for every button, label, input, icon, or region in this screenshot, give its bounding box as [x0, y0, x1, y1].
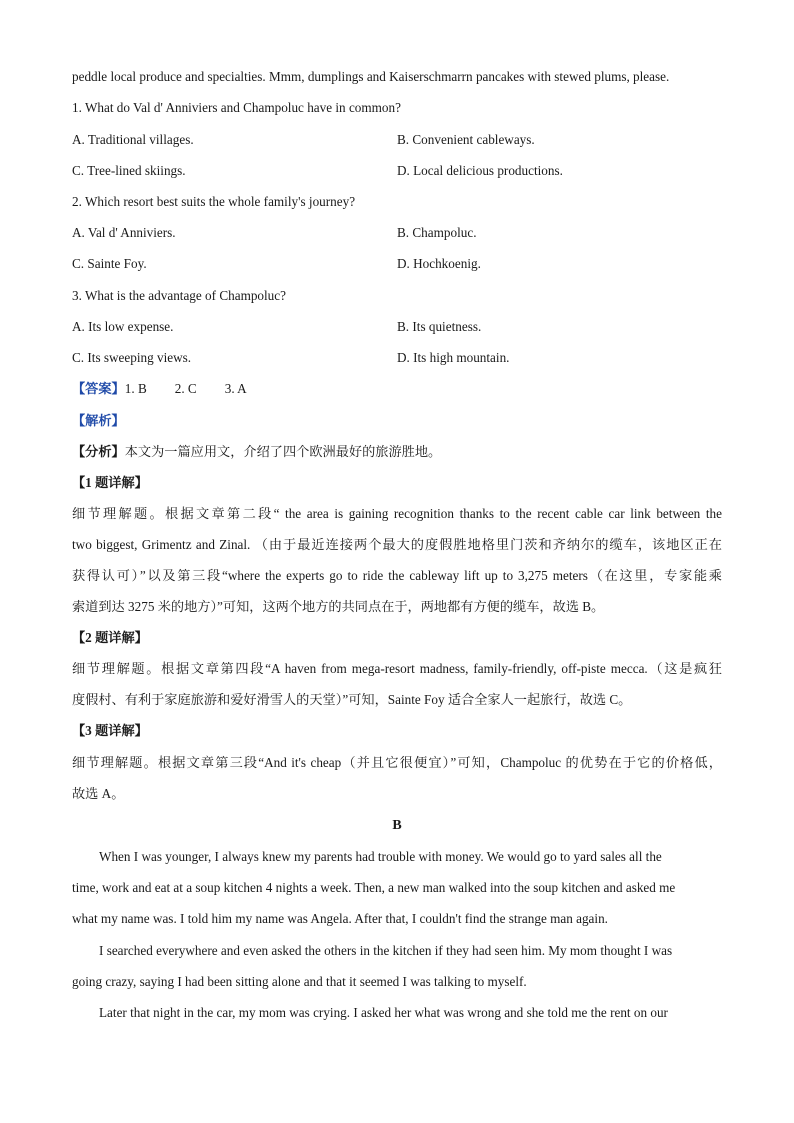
- question-3-option-c: C. Its sweeping views.: [72, 350, 192, 365]
- answer-tag: 【答案】: [72, 381, 125, 396]
- section-heading: B: [392, 818, 402, 833]
- detail-1-tag: 【1 题详解】: [72, 475, 148, 490]
- overview-text: 本文为一篇应用文，介绍了四个欧洲最好的旅游胜地。: [124, 444, 442, 459]
- answer-item: 1. B: [124, 381, 147, 396]
- passage-line: Later that night in the car, my mom was crying. I asked her what was wrong and she told me the rent on our: [99, 1005, 668, 1020]
- detail-1-line: 索道到达 3275 米的地方）”可知，这两个地方的共同点在于，两地都有方便的缆车，故选 B。: [72, 599, 605, 614]
- detail-1-line: 细节理解题。根据文章第二段“ the area is gaining recognition thanks to the recent cable car link between the: [72, 506, 722, 521]
- overview-tag: 【分析】: [72, 444, 125, 459]
- passage-line: I searched everywhere and even asked the others in the kitchen if they had seen him. My mom thought I was: [99, 943, 673, 958]
- passage-line: When I was younger, I always knew my parents had trouble with money. We would go to yard sales all the: [99, 849, 662, 864]
- question-1-option-d: D. Local delicious productions.: [397, 163, 563, 178]
- detail-1-line: two biggest, Grimentz and Zinal. （由于最近连接两个最大的度假胜地格里门茨和齐纳尔的缆车，该地区正在: [72, 537, 722, 552]
- detail-2-tag: 【2 题详解】: [72, 630, 148, 645]
- question-2-stem: 2. Which resort best suits the whole family's journey?: [72, 194, 356, 209]
- analysis-tag: 【解析】: [72, 413, 125, 428]
- detail-3-line: 细节理解题。根据文章第三段“And it's cheap（并且它很便宜）”可知，Champoluc 的优势在于它的价格低，: [72, 755, 722, 770]
- question-1-option-a: A. Traditional villages.: [72, 132, 194, 147]
- answer-line: [72, 382, 247, 395]
- answer-item: 2. C: [174, 381, 197, 396]
- detail-2-line: 度假村、有利于家庭旅游和爱好滑雪人的天堂）”可知，Sainte Foy 适合全家人一起旅行，故选 C。: [72, 692, 632, 707]
- passage-line: time, work and eat at a soup kitchen 4 nights a week. Then, a new man walked into the soup kitchen and asked me: [72, 880, 676, 895]
- passage-text-line: peddle local produce and specialties. Mmm, dumplings and Kaiserschmarrn pancakes with stewed plums, please.: [72, 69, 670, 84]
- question-3-option-d: D. Its high mountain.: [397, 350, 510, 365]
- passage-line: going crazy, saying I had been sitting alone and that it seemed I was talking to myself.: [72, 974, 527, 989]
- detail-1-line: 获得认可）”以及第三段“where the experts go to ride the cableway lift up to 3,275 meters（在这里，专家能乘: [72, 568, 722, 583]
- detail-3-tag: 【3 题详解】: [72, 723, 148, 738]
- overview-line: [72, 445, 441, 458]
- detail-2-line: 细节理解题。根据文章第四段“A haven from mega-resort madness, family-friendly, off-piste mecca.（这是疯狂: [72, 661, 722, 676]
- answer-item: 3. A: [224, 381, 247, 396]
- question-2-option-b: B. Champoluc.: [397, 225, 477, 240]
- question-1-stem: 1. What do Val d' Anniviers and Champoluc have in common?: [72, 100, 401, 115]
- question-1-option-c: C. Tree-lined skiings.: [72, 163, 186, 178]
- question-3-stem: 3. What is the advantage of Champoluc?: [72, 288, 286, 303]
- passage-line: what my name was. I told him my name was Angela. After that, I couldn't find the strange man again.: [72, 911, 608, 926]
- question-2-option-c: C. Sainte Foy.: [72, 256, 147, 271]
- detail-3-line: 故选 A。: [72, 786, 125, 801]
- question-1-option-b: B. Convenient cableways.: [397, 132, 535, 147]
- question-2-option-a: A. Val d' Anniviers.: [72, 225, 176, 240]
- question-2-option-d: D. Hochkoenig.: [397, 256, 481, 271]
- question-3-option-b: B. Its quietness.: [397, 319, 482, 334]
- question-3-option-a: A. Its low expense.: [72, 319, 174, 334]
